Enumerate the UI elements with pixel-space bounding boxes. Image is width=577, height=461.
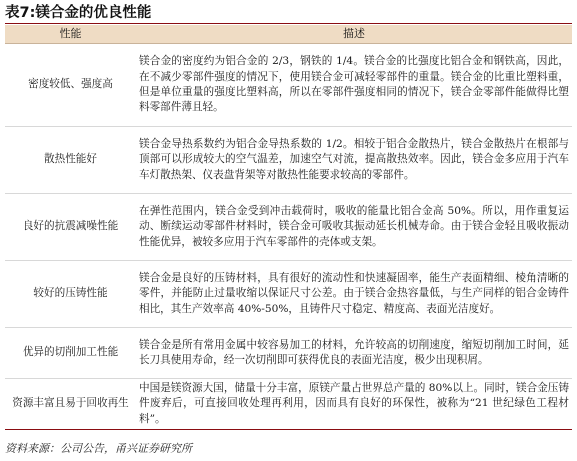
row-feature: 较好的压铸性能: [5, 261, 136, 328]
row-description: 镁合金是良好的压铸材料，具有很好的流动性和快速凝固率，能生产表面精细、棱角清晰的零件，并能防止过量收缩以保证尺寸公差。由于镁合金热容量低，与生产同样的铝合金铸件相比，其生产效率高 40%-50%，且铸件尺寸稳定、精度高、表面光洁度好。: [136, 261, 572, 328]
properties-table: [5, 25, 572, 430]
table-row: [5, 328, 572, 379]
table-title: 表7:镁合金的优良性能: [5, 2, 572, 24]
row-feature: 散热性能好: [5, 127, 136, 194]
table-header-row: [5, 25, 572, 44]
row-feature: 优异的切削加工性能: [5, 328, 136, 379]
table-row: [5, 379, 572, 430]
source-note: 资料来源：公司公告，甬兴证券研究所: [5, 442, 192, 455]
table-row: [5, 127, 572, 194]
table-row: [5, 261, 572, 328]
table-row: [5, 44, 572, 127]
row-feature: 良好的抗震减噪性能: [5, 194, 136, 261]
row-description: 镁合金的密度约为铝合金的 2/3，钢铁的 1/4。镁合金的比强度比铝合金和钢铁高，因此，在不减少零部件强度的情况下，使用镁合金可减轻零部件的重量。镁合金的比重比塑料重，但是单位重量的强度比塑料高，所以在零部件强度相同的情况下，镁合金零部件能做得比塑料零部件薄且轻。: [136, 44, 572, 127]
row-description: 镁合金是所有常用金属中较容易加工的材料，允许较高的切削速度，缩短切削加工时间，延长刀具使用寿命，经一次切削即可获得优良的表面光洁度，极少出现积屑。: [136, 328, 572, 379]
row-description: 镁合金导热系数约为铝合金导热系数的 1/2。相较于铝合金散热片，镁合金散热片在根部与顶部可以形成较大的空气温差，加速空气对流，提高散热效率。因此，镁合金多应用于汽车车灯散热架、仪表盘背架等对散热性能要求较高的零部件。: [136, 127, 572, 194]
row-description: 在弹性范围内，镁合金受到冲击载荷时，吸收的能量比铝合金高 50%。所以，用作重复运动、断续运动零部件材料时，镁合金可吸收其振动延长机械寿命。由于镁合金轻且吸收振动性能优异，被较多应用于汽车零部件的壳体或支架。: [136, 194, 572, 261]
row-feature: 资源丰富且易于回收再生: [5, 379, 136, 430]
row-feature: 密度较低、强度高: [5, 44, 136, 127]
row-description: 中国是镁资源大国，储量十分丰富，原镁产量占世界总产量的 80%以上。同时，镁合金压铸件废弃后，可直接回收处理再利用，因而具有良好的环保性，被称为“21 世纪绿色工程材料”。: [136, 379, 572, 430]
header-feature: 性能: [5, 25, 136, 44]
table-row: [5, 194, 572, 261]
header-description: 描述: [136, 25, 572, 44]
